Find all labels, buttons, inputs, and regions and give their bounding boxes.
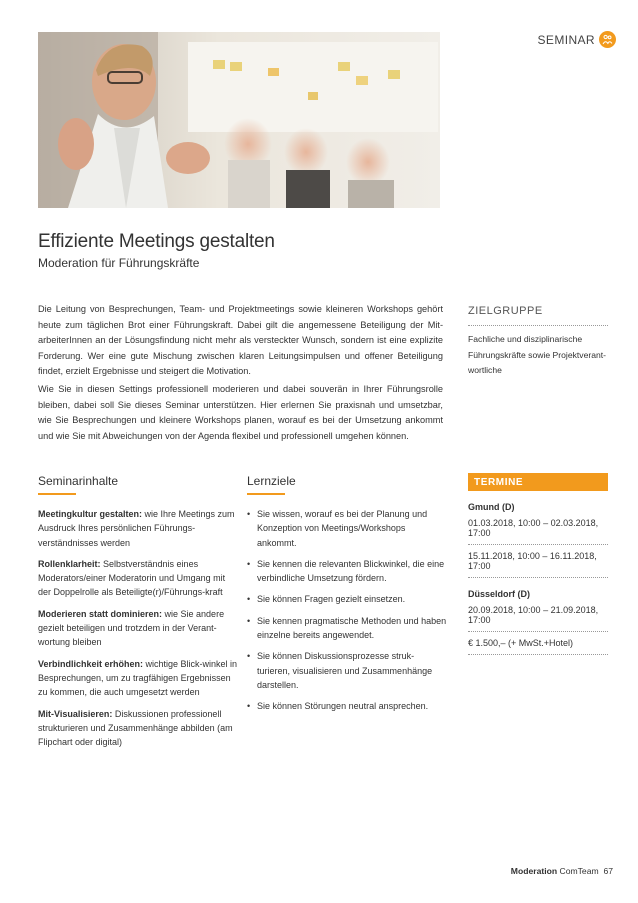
list-item [38, 557, 238, 600]
item-title: Mit-Visualisieren: [38, 708, 113, 719]
seminarinhalte-heading: Seminarinhalte [38, 474, 119, 488]
page-title: Effiziente Meetings gestalten [38, 231, 275, 252]
termine-box [468, 473, 608, 655]
item-text: Selbstverständnis eines Moderators/einer Moderatorin und Umgang mit der Doppelrolle als Beteiligte(r)/Führungs-kraft [38, 558, 226, 598]
location-name: Gmund (D) [468, 502, 515, 512]
list-item: • Sie kennen die relevanten Blickwinkel, die eine verbindliche Umsetzung fördern. [247, 557, 447, 586]
location-name: Düsseldorf (D) [468, 589, 531, 599]
price: € 1.500,– (+ MwSt.+Hotel) [468, 632, 608, 655]
date-range: 20.09.2018, 10:00 – 21.09.2018, 17:00 [468, 599, 608, 632]
list-item [38, 657, 238, 700]
item-text: wie Sie andere gezielt beteiligen und trotzdem in der Verant-wortung bleiben [38, 608, 225, 648]
seminar-label: SEMINAR [537, 32, 595, 47]
zielgruppe-box [468, 305, 608, 379]
zielgruppe-text [468, 332, 608, 379]
item-text: wie Ihre Meetings zum Ausdruck Ihres persönlichen Führungs-verständnisses werden [38, 509, 235, 548]
item-title: Moderieren statt dominieren: [38, 608, 163, 619]
footer-brand: ComTeam [559, 866, 599, 876]
item-text: wichtige Blick-winkel in Besprechungen, um zu tragfähigen Ergebnissen zu kommen, die auch umgesetzt werden [38, 658, 238, 698]
seminarinhalte-underline [38, 493, 76, 495]
lernziele-list [247, 507, 447, 721]
intro-paragraph: Wie Sie in diesen Settings professionell moderieren und dabei souverän in Ihrer Führungsrolle bleiben, dabei soll Sie dieses Seminar unterstützen. Hier erlernen Sie praxisnah und umsetzbar, wie Sie Besprechungen und kleinere Workshops planen, worauf es bei der Umsetzung ankommt und wie Sie mit Abweichungen von der Agenda flexibel und professionell umgehen können. [38, 383, 443, 441]
zielgruppe-line: Fachliche und disziplinarische [468, 334, 583, 344]
zielgruppe-line: Führungskräfte sowie Projektverant- [468, 349, 607, 360]
list-item: • Sie können Fragen gezielt einsetzen. [247, 592, 447, 606]
date-range: 15.11.2018, 10:00 – 16.11.2018, 17:00 [468, 545, 608, 578]
page-subtitle: Moderation für Führungskräfte [38, 256, 200, 270]
date-range: 01.03.2018, 10:00 – 02.03.2018, 17:00 [468, 512, 608, 545]
page-number: 67 [603, 866, 613, 876]
list-item: • Sie können Diskussionsprozesse struk-turieren, visualisieren und Zusammenhänge darstellen. [247, 649, 447, 692]
zielgruppe-line: wortliche [468, 365, 502, 376]
footer-section: Moderation [510, 866, 558, 876]
zielgruppe-heading: ZIELGRUPPE [468, 305, 608, 326]
item-title: Meetingkultur gestalten: [38, 509, 143, 519]
seminarinhalte-list [38, 507, 238, 756]
lernziele-underline [247, 493, 285, 495]
people-icon [599, 31, 616, 48]
termine-heading: TERMINE [468, 473, 608, 491]
item-title: Verbindlichkeit erhöhen: [38, 658, 144, 669]
item-text: Diskussionen professionell strukturieren und Zusammenhänge abbilden (am Flipchart oder digital) [38, 708, 233, 748]
list-item [38, 507, 238, 550]
meeting-photo [38, 32, 440, 208]
header-photo [38, 32, 440, 208]
list-item [38, 607, 238, 650]
list-item: • Sie kennen pragmatische Methoden und haben einzelne bereits angewendet. [247, 614, 447, 643]
page-footer [511, 866, 613, 876]
lernziele-heading: Lernziele [247, 474, 296, 488]
intro-text [38, 302, 443, 446]
intro-paragraph: Die Leitung von Besprechungen, Team- und Projektmeetings sowie kleineren Workshops gehört heute zum täglichen Brot einer Führungskraft. Dabei gilt die angemessene Beteiligung der Mit-arbeiterInnen an der Lösungsfindung nicht mehr als versteckter Wunsch, sondern ist eine explizite Forderung. Wer eine gute Mischung zwischen klaren Leitungsimpulsen und offener Beteiligung findet, erzielt Ergebnisse und steigert die Motivation. [38, 304, 443, 377]
list-item: • Sie können Störungen neutral ansprechen. [247, 699, 447, 713]
list-item: • Sie wissen, worauf es bei der Planung und Konzeption von Meetings/Workshops ankommt. [247, 507, 447, 550]
item-title: Rollenklarheit: [38, 558, 101, 569]
list-item [38, 707, 238, 750]
seminar-tag [538, 31, 616, 48]
